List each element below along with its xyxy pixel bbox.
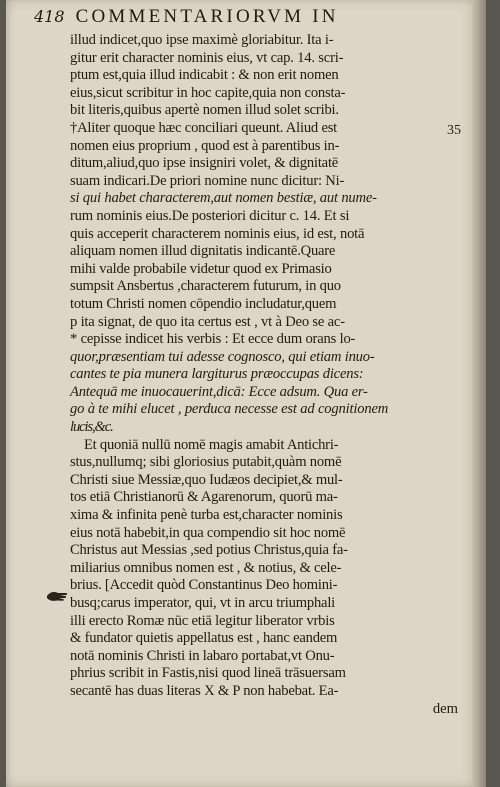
text-line: brius. [Accedit quòd Constantinus Deo homini- — [70, 577, 338, 594]
text-line: cantes te pia munera largiturus præoccupas dicens: — [70, 366, 364, 383]
text-line: Christus aut Messias ,sed potius Christus,quia fa- — [70, 542, 348, 559]
text-line: busq;carus imperator, qui, vt in arcu triumphali — [70, 595, 336, 611]
text-line: eius,sicut scribitur in hoc capite,quia non consta- — [70, 84, 346, 101]
page-header — [34, 6, 434, 34]
text-line: stus,nullumq; sibi gloriosius putabit,quàm nomē — [70, 454, 342, 471]
text-line: miliarius omnibus nomen est , & notius, & cele- — [70, 559, 342, 576]
book-page — [6, 0, 486, 787]
text-line: suam indicari.De priori nomine nunc dicitur: Ni- — [70, 172, 345, 189]
text-line: ptum est,quia illud indicabit : & non erit nomen — [70, 67, 339, 84]
text-line: phrius scribit in Fastis,nisi quod lineā trāsuersam — [70, 665, 346, 682]
text-line: rum nominis eius.De posteriori dicitur c. 14. Et si — [70, 207, 350, 224]
text-line: ditum,aliud,quo ipse insigniri volet, & dignitatē — [70, 155, 339, 172]
text-line: go à te mihi elucet , perduca necesse est ad cognitionem — [70, 401, 389, 418]
text-line: si qui habet characterem,aut nomen bestiæ, aut nume- — [70, 190, 377, 207]
text-line: Christi siue Messiæ,quo Iudæos decipiet,& mul- — [70, 471, 343, 488]
text-line: nomen eius proprium , quod est à parentibus in- — [70, 137, 340, 154]
text-line: illud indicet,quo ipse maximè gloriabitur. Ita i- — [70, 32, 334, 48]
text-line: illi erecto Romæ nūc etiā legitur liberator vrbis — [70, 612, 335, 629]
text-line: xima & infinita penè turba est,character nominis — [70, 507, 343, 524]
text-line: p ita signat, de quo ita certus est , vt à Deo se ac- — [70, 313, 345, 330]
text-line: & fundator quietis appellatus est , hanc eandem — [70, 630, 338, 647]
text-line: dem — [432, 700, 458, 717]
text-line: quor,præsentiam tui adesse cognosco, qui etiam inuo- — [70, 348, 375, 365]
manicule-icon — [46, 588, 68, 604]
text-line: notā nominis Christi in labaro portabat,vt Onu- — [70, 647, 335, 664]
text-line: †Aliter quoque hæc conciliari queunt. Aliud est — [70, 119, 338, 136]
text-line: Et quoniā nullū nomē magis amabit Antichri- — [84, 436, 339, 453]
text-line: eius notā habebit,in qua compendio sit hoc nomē — [70, 524, 346, 541]
text-line: quis acceperit characterem nominis eius, id est, notā — [70, 225, 365, 242]
text-line: aliquam nomen illud dignitatis indicantē.Quare — [70, 243, 336, 260]
text-line: lucis,&c. — [70, 419, 113, 436]
running-title: COMMENTARIORVM IN — [75, 6, 339, 27]
text-line: mihi valde probabile videtur quod ex Primasio — [70, 260, 332, 277]
text-line: gitur erit character nominis eius, vt cap. 14. scri- — [70, 49, 344, 66]
page-number: 418 — [34, 7, 65, 26]
body-text — [70, 32, 480, 718]
text-line: Antequā me inuocauerint,dicā: Ecce adsum. Qua er- — [70, 383, 368, 400]
text-line: * cepisse indicet his verbis : Et ecce dum orans lo- — [70, 331, 356, 348]
text-line: bit literis,quibus apertè nomen illud solet scribi. — [70, 102, 339, 119]
text-line: sumpsit Ansbertus ,characterem futurum, in quo — [70, 278, 341, 295]
text-line: totum Christi nomen cōpendio includatur,quem — [70, 295, 337, 312]
text-line: secantē has duas literas X & P non habebat. Ea- — [70, 682, 339, 699]
margin-note-number: 35 — [447, 123, 461, 138]
text-line: tos etiā Christianorū & Agarenorum, quorū ma- — [70, 489, 338, 506]
